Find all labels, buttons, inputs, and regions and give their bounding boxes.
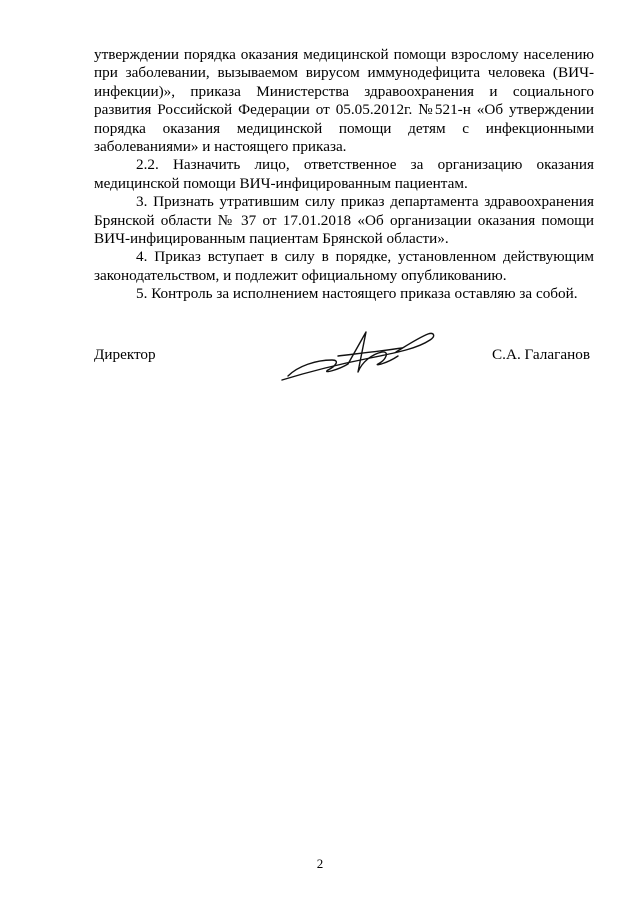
paragraph-item-4: 4. Приказ вступает в силу в порядке, установленном действующим законодательством, и подлежит официальному опубликованию. [94,248,594,284]
signature-underline-stroke [282,333,434,380]
signatory-title: Директор [94,346,156,363]
paragraph-continuation: утверждении порядка оказания медицинской помощи взрослому населению при заболевании, вызываемом вирусом иммунодефицита человека (ВИЧ-инфекции)», приказа Министерства здравоохранения и социального развития Российской Федерации от 05.05.2012г. №521-н «Об утверждении порядка оказания медицинской помощи детям с инфекционными заболеваниями» и настоящего приказа. [94,46,594,156]
signature-main-stroke [288,332,398,376]
paragraph-item-2-2: 2.2. Назначить лицо, ответственное за организацию оказания медицинской помощи ВИЧ-инфицированным пациентам. [94,156,594,192]
paragraph-item-5: 5. Контроль за исполнением настоящего приказа оставляю за собой. [136,285,578,303]
paragraph-item-3: 3. Признать утратившим силу приказ департамента здравоохранения Брянской области № 37 от 17.01.2018 «Об организации оказания помощи ВИЧ-инфицированным пациентам Брянской области». [94,193,594,248]
document-body [94,46,594,304]
signature-cross-stroke [338,348,402,356]
signatory-name: С.А. Галаганов [492,346,590,363]
handwritten-signature [278,326,448,390]
page-number: 2 [316,856,324,871]
